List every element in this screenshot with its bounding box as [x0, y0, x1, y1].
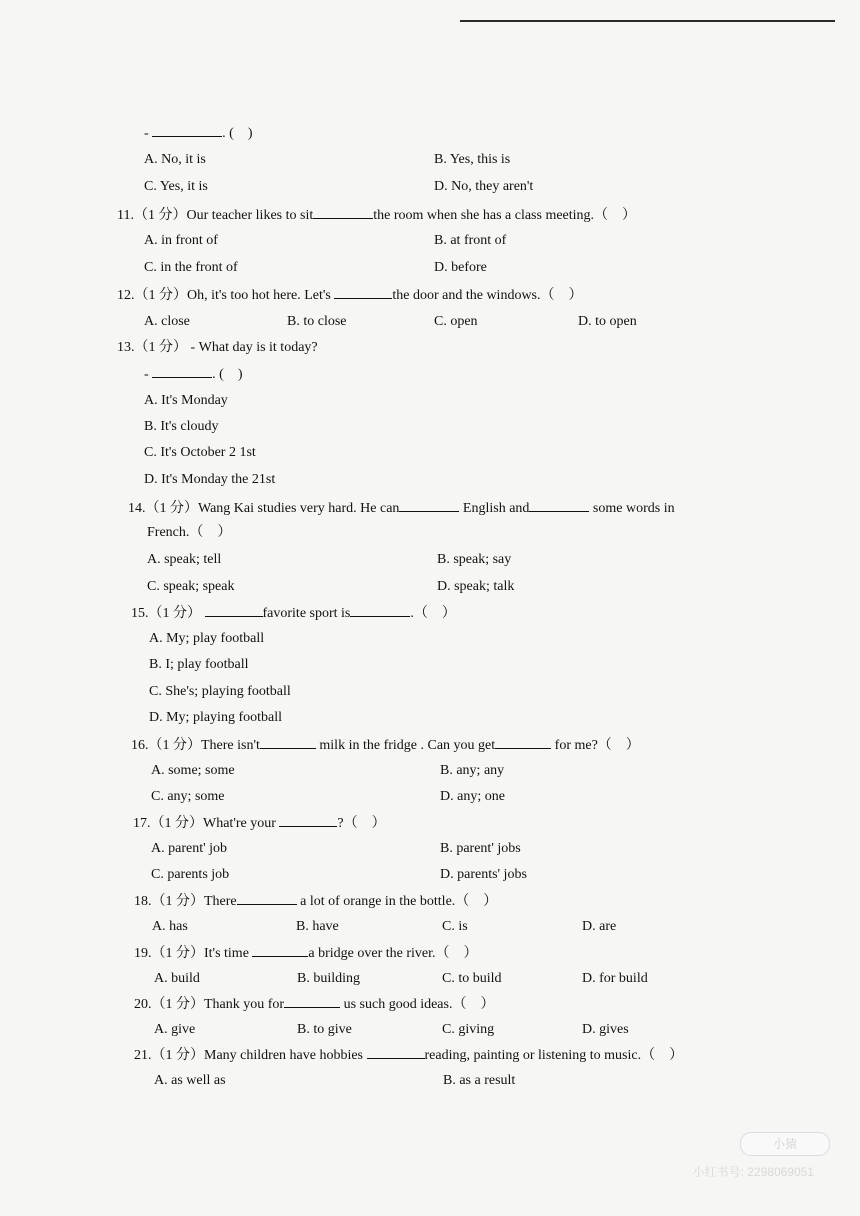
q15-stem: 15.（1 分） favorite sport is .（ ） — [131, 606, 456, 621]
watermark-id: 小红书号: 2298069051 — [692, 1165, 814, 1179]
q15-option-d: D. My; playing football — [149, 710, 282, 725]
q11-stem: 11.（1 分）Our teacher likes to sit the room when she has a class meeting.（ ） — [117, 208, 637, 223]
q13-option-a: A. It's Monday — [144, 393, 228, 408]
q20-option-c: C. giving — [442, 1022, 495, 1037]
q17-stem: 17.（1 分）What're your ?（ ） — [133, 816, 386, 831]
answer-blank — [313, 206, 373, 219]
watermark-badge: 小猿 — [740, 1132, 830, 1156]
q11-option-b: B. at front of — [434, 233, 507, 248]
q11-option-c: C. in the front of — [144, 260, 238, 275]
q13-option-d: D. It's Monday the 21st — [144, 472, 276, 487]
q14-stem: 14.（1 分）Wang Kai studies very hard. He can English and some words in — [128, 501, 675, 516]
answer-blank — [152, 124, 222, 137]
q21-option-a: A. as well as — [154, 1073, 226, 1088]
answer-blank — [529, 499, 589, 512]
q12-option-a: A. close — [144, 314, 190, 329]
q15-option-c: C. She's; playing football — [149, 684, 291, 699]
q10-option-c: C. Yes, it is — [144, 179, 208, 194]
q17-option-d: D. parents' jobs — [440, 867, 527, 882]
header-rule — [460, 20, 835, 22]
answer-blank — [334, 286, 392, 299]
q20-option-b: B. to give — [297, 1022, 352, 1037]
q14-option-c: C. speak; speak — [147, 579, 235, 594]
q20-option-a: A. give — [154, 1022, 196, 1037]
q19-option-b: B. building — [297, 971, 361, 986]
q14-option-d: D. speak; talk — [437, 579, 515, 594]
q13-stem: 13.（1 分） - What day is it today? — [117, 340, 318, 355]
q20-stem: 20.（1 分）Thank you for us such good ideas.（ ） — [134, 997, 495, 1012]
answer-blank — [237, 892, 297, 905]
answer-blank — [205, 604, 263, 617]
q14-stem-cont: French.（ ） — [147, 525, 232, 540]
q16-option-a: A. some; some — [151, 763, 235, 778]
q18-stem: 18.（1 分）There a lot of orange in the bottle.（ ） — [134, 894, 498, 909]
q13-answer-line: - . ( ) — [144, 367, 243, 382]
q11-option-d: D. before — [434, 260, 487, 275]
q16-option-b: B. any; any — [440, 763, 505, 778]
q12-option-b: B. to close — [287, 314, 347, 329]
q19-option-c: C. to build — [442, 971, 502, 986]
answer-blank — [399, 499, 459, 512]
q15-option-a: A. My; play football — [149, 631, 265, 646]
answer-blank — [279, 814, 337, 827]
q20-option-d: D. gives — [582, 1022, 629, 1037]
answer-blank — [252, 944, 308, 957]
q11-option-a: A. in front of — [144, 233, 218, 248]
q18-option-d: D. are — [582, 919, 617, 934]
q21-stem: 21.（1 分）Many children have hobbies reading, painting or listening to music.（ ） — [134, 1048, 684, 1063]
q14-option-a: A. speak; tell — [147, 552, 222, 567]
q10-option-a: A. No, it is — [144, 152, 206, 167]
q21-option-b: B. as a result — [443, 1073, 516, 1088]
q16-stem: 16.（1 分）There isn't milk in the fridge . Can you get for me?（ ） — [131, 738, 640, 753]
q12-option-d: D. to open — [578, 314, 637, 329]
q14-option-b: B. speak; say — [437, 552, 512, 567]
q18-option-b: B. have — [296, 919, 339, 934]
answer-blank — [284, 995, 340, 1008]
q17-option-c: C. parents job — [151, 867, 230, 882]
answer-blank — [367, 1046, 425, 1059]
q19-stem: 19.（1 分）It's time a bridge over the river.（ ） — [134, 946, 478, 961]
q15-option-b: B. I; play football — [149, 657, 249, 672]
q13-option-b: B. It's cloudy — [144, 419, 219, 434]
q13-option-c: C. It's October 2 1st — [144, 445, 256, 460]
q18-option-c: C. is — [442, 919, 468, 934]
q12-stem: 12.（1 分）Oh, it's too hot here. Let's the door and the windows.（ ） — [117, 288, 583, 303]
q17-option-a: A. parent' job — [151, 841, 228, 856]
q18-option-a: A. has — [152, 919, 188, 934]
q19-option-a: A. build — [154, 971, 200, 986]
q10-option-b: B. Yes, this is — [434, 152, 511, 167]
q10-option-d: D. No, they aren't — [434, 179, 534, 194]
q16-option-d: D. any; one — [440, 789, 505, 804]
answer-blank — [495, 736, 551, 749]
q17-option-b: B. parent' jobs — [440, 841, 521, 856]
answer-blank — [152, 365, 212, 378]
answer-blank — [350, 604, 410, 617]
q19-option-d: D. for build — [582, 971, 648, 986]
q16-option-c: C. any; some — [151, 789, 225, 804]
answer-blank — [260, 736, 316, 749]
q10-answer-line: - . ( ) — [144, 126, 253, 141]
q12-option-c: C. open — [434, 314, 478, 329]
